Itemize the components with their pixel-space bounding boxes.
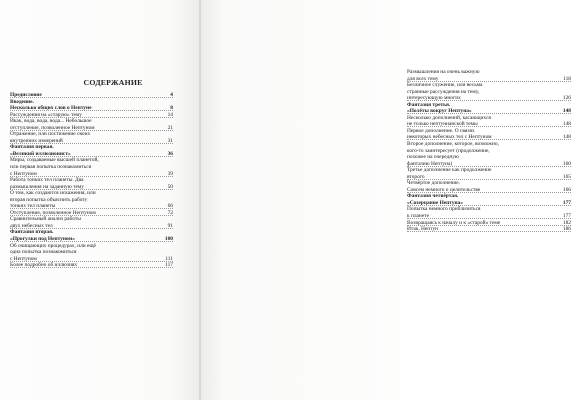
toc-entry-title: Сравнительный анализ работы [10,216,81,223]
toc-entry-title: фантазию Нептуна) [407,160,453,167]
toc-page-number: 177 [562,213,571,220]
toc-entry-title: с Нептуном [10,170,37,177]
toc-page-number: 117 [165,262,173,269]
toc-entry [10,262,173,269]
toc-entry-title: не только нептунианской темы [407,121,478,128]
toc-entry-title: Возвращаясь к началу и к «старой» теме [407,219,501,226]
toc-entry-title: «Великий иллюзионист» [10,150,71,157]
toc-page-number: 100 [164,236,173,243]
toc-entry-title: Об очищающих процедурах, или ещё [10,242,96,249]
toc-entry-title: Безличное служение, или весьма [407,82,483,89]
toc-page-number: 177 [562,199,571,206]
toc-entry-title: Фантазия третья. [407,101,451,108]
toc-entry-title: О том, как создаются искажения, или [10,190,96,197]
toc-entry-title: второго [407,173,425,180]
toc-page-number: 14 [167,111,173,118]
toc-entry-title: Попытка немного приблизиться [407,206,481,213]
toc-entry-title: двух небесных тел [10,222,53,229]
toc-entry-title: Второе дополнение, которое, возможно, [407,141,499,148]
toc-page-number: 166 [562,186,571,193]
toc-page-number: 111 [165,255,173,262]
toc-page-number: 21 [167,124,173,131]
toc-entry-title: тонких тел планеты [10,203,56,210]
toc-page-number: 118 [563,75,571,82]
toc-page-number: 39 [167,170,173,177]
toc-entry-title: Фантазия вторая. [10,229,54,236]
toc-entry-title: отступление, позволенное Нептуном [10,124,95,131]
toc-entry-title: Третье дополнение как продолжение [407,167,492,174]
toc-entry-title: Итак, Нептун [407,226,439,233]
toc-entry-title: Более подробно об иллюзиях [10,262,78,269]
toc-entry-title: Несколько дополнений, касающихся [407,114,491,121]
left-page [0,0,199,400]
toc-entry-title: Введение. [10,98,34,105]
right-page [201,0,571,400]
toc-entry-title: некоторых небесных тел с Нептуном [407,134,492,141]
toc-entry-title: Работа тонких тел планеты. Два [10,177,84,184]
toc-entry-title: размышления на заданную тему [10,183,84,190]
toc-entry-title: Несколько общих слов о Нептуне [10,105,92,112]
toc-entry-title: к планете [407,213,429,220]
toc-page-number: 50 [167,183,173,190]
toc-entry [407,226,571,233]
toc-entry-title: интересующую многих [407,95,461,102]
toc-page-number: 31 [167,137,173,144]
toc-page-number: 36 [167,150,173,157]
toc-entry-title: «Полёты вокруг Нептуна» [407,108,472,115]
toc-entry-title: для всех тему [407,75,439,82]
toc-entry-title: Фантазия первая. [10,144,54,151]
toc-entry-title: «Прогулки под Нептуном» [10,236,75,243]
toc-page-number: 91 [167,222,173,229]
toc-entry-title: Миры, создаваемые высшей планетой, [10,157,99,164]
toc-entry-title: похожее на очередную [407,154,459,161]
toc-page-number: 160 [562,160,571,167]
toc-page-number: 4 [170,92,173,98]
toc-right-column [407,69,571,233]
toc-page-number: 148 [562,134,571,141]
toc-entry-title: внутренних измерений [10,137,63,144]
toc-page-number: 148 [562,121,571,128]
toc-title: СОДЕРЖАНИЕ [83,78,143,87]
toc-entry-title: странные рассуждения на тему, [407,88,480,95]
toc-page-number: 8 [170,105,173,112]
toc-entry-title: Отступление, позволенное Нептуном [10,209,96,216]
toc-page-number: 182 [562,219,571,226]
toc-entry-title: Рассуждения на «старую» тему [10,111,82,118]
toc-entry-title: Икак, вода, вода, вода... Небольшое [10,118,92,125]
toc-page-number: 186 [562,226,571,233]
toc-entry-title: одна попытка познакомиться [10,249,77,256]
toc-entry-title: Размышления на очень важную [407,69,480,75]
toc-entry-title: Фантазия четвёртая. [407,193,459,200]
toc-entry-title: Предисловие [10,92,42,98]
toc-entry-title: Отражение, или постижение своих [10,131,91,138]
toc-page-number: 72 [167,209,173,216]
toc-page-number: 66 [167,203,173,210]
toc-entry-title: Четвёртое дополнение. [407,180,461,187]
toc-entry-title: кого-то заинтересует (продолжение, [407,147,490,154]
toc-page-number: 165 [562,173,571,180]
toc-entry-title: «Созерцание Нептуна» [407,199,464,206]
toc-entry-title: Первое дополнение. О связях [407,127,475,134]
toc-entry-title: Совсем немного о целительстве [407,186,481,193]
toc-entry-title: или первая попытка познакомиться [10,164,92,171]
toc-page-number: 148 [562,108,571,115]
toc-left-column [10,92,173,269]
toc-page-number: 126 [562,95,571,102]
toc-entry-title: вторая попытка объяснить работу [10,196,88,203]
toc-entry-title: с Нептуном [10,255,37,262]
